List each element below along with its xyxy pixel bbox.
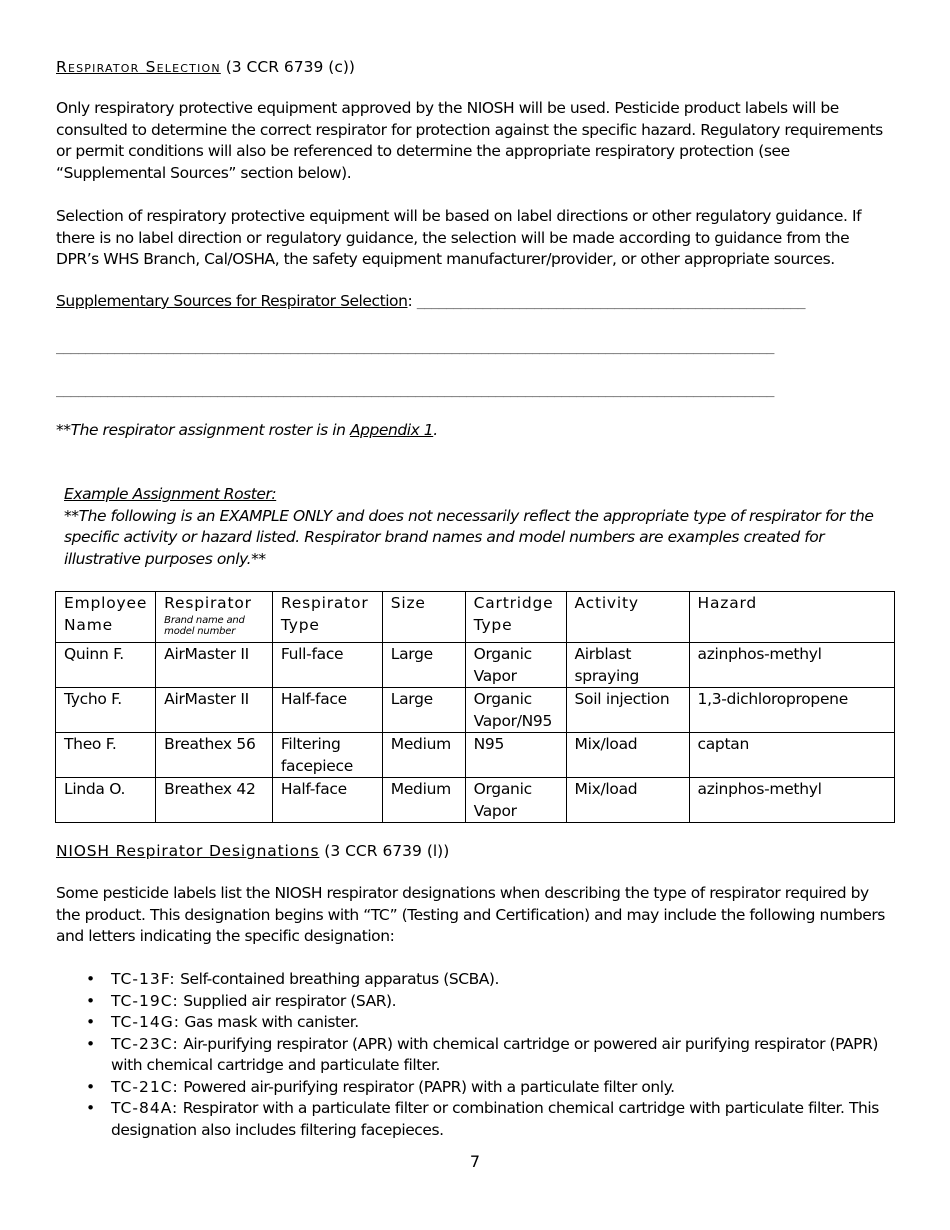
bullet: • [86,1099,95,1117]
table-row [56,643,895,688]
cell-respirator: AirMaster II [156,688,273,733]
page-number: 7 [469,1152,481,1171]
designation-code: TC-21C: [111,1077,179,1096]
example-roster-title: Example Assignment Roster: [64,485,277,503]
cell-respirator: AirMaster II [156,643,273,688]
niosh-designation-list [56,969,891,1141]
cell-cartridge: N95 [465,733,566,778]
cell-activity: Mix/load [566,733,689,778]
table-header-row [56,592,895,643]
cell-size: Large [382,688,465,733]
designation-code: TC-13F: [111,970,176,988]
table-row [56,778,895,823]
cell-employee: Tycho F. [56,688,156,733]
header-respirator [156,592,273,643]
bullet: • [86,991,95,1010]
cell-hazard: azinphos-methyl [689,778,894,823]
cell-employee: Quinn F. [56,643,156,688]
example-roster-block [64,484,886,570]
niosh-paragraph: Some pesticide labels list the NIOSH respirator designations when describing the type of respirator required by the product. This designation begins with “TC” (Testing and Certification) and may include the following numbers and letters indicating the specific designation: [56,884,885,945]
cell-cartridge: Organic Vapor [465,778,566,823]
cell-type: Half-face [272,778,382,823]
cell-cartridge: Organic Vapor [465,643,566,688]
header-size: Size [382,592,465,643]
niosh-designations-reg: (3 CCR 6739 (l)) [319,842,450,860]
niosh-designations-heading [56,841,449,862]
supplementary-sources-label: Supplementary Sources for Respirator Selection [56,292,408,310]
designation-desc: Air-purifying respirator (APR) with chemical cartridge or powered air purifying respirator (PAPR) with chemical cartridge and particulate filter. [111,1034,878,1074]
cell-size: Medium [382,733,465,778]
list-item [56,1098,891,1141]
designation-code: TC-84A: [111,1099,179,1117]
respirator-selection-title: Respirator Selection [56,58,221,76]
bullet: • [86,1077,95,1096]
cell-respirator: Breathex 56 [156,733,273,778]
cell-hazard: 1,3-dichloropropene [689,688,894,733]
cell-type: Full-face [272,643,382,688]
list-item [56,969,891,991]
bullet: • [86,970,95,988]
supplementary-sources-blank-2[interactable]: __________________________________________________________________________________________________ [56,340,775,355]
appendix-1-link[interactable]: Appendix 1 [349,421,434,439]
cell-type: Filtering facepiece [272,733,382,778]
supplementary-sources-colon: : [407,292,417,310]
assignment-roster-table [55,591,895,823]
supplementary-sources-blank-3[interactable]: __________________________________________________________________________________________________ [56,383,775,398]
header-respirator-type: Respirator Type [272,592,382,643]
cell-hazard: azinphos-methyl [689,643,894,688]
designation-code: TC-14G: [111,1013,180,1031]
cell-type: Half-face [272,688,382,733]
header-hazard: Hazard [689,592,894,643]
cell-employee: Theo F. [56,733,156,778]
roster-note [56,420,438,442]
roster-note-text: **The respirator assignment roster is in [56,421,350,439]
supplementary-sources-blank-1[interactable]: _____________________________________________________ [416,295,806,310]
designation-desc: Supplied air respirator (SAR). [178,991,397,1010]
list-item [56,1077,891,1099]
cell-employee: Linda O. [56,778,156,823]
header-cartridge-type: Cartridge Type [465,592,566,643]
respirator-selection-paragraph-2: Selection of respiratory protective equipment will be based on label directions or other regulatory guidance. If there is no label direction or regulatory guidance, the selection will be made according to guidance from the DPR’s WHS Branch, Cal/OSHA, the safety equipment manufacturer/provider, or other appropriate sources. [56,207,862,268]
header-activity: Activity [566,592,689,643]
bullet: • [86,1013,95,1031]
cell-cartridge: Organic Vapor/N95 [465,688,566,733]
header-employee-name: Employee Name [56,592,156,643]
list-item [56,1012,891,1034]
table-row [56,688,895,733]
example-roster-disclaimer: **The following is an EXAMPLE ONLY and does not necessarily reflect the appropriate type of respirator for the specific activity or hazard listed. Respirator brand names and model numbers are examples created for illustrative purposes only.** [64,506,874,568]
cell-respirator: Breathex 42 [156,778,273,823]
list-item [56,991,891,1013]
designation-desc: Powered air-purifying respirator (PAPR) with a particulate filter only. [178,1077,675,1096]
cell-activity: Soil injection [566,688,689,733]
list-item [56,1034,891,1077]
table-row [56,733,895,778]
cell-size: Medium [382,778,465,823]
cell-activity: Airblast spraying [566,643,689,688]
respirator-selection-paragraph-1: Only respiratory protective equipment approved by the NIOSH will be used. Pesticide product labels will be consulted to determine the correct respirator for protection against the specific hazard. Regulatory requirements or permit conditions will also be referenced to determine the appropriate respiratory protection (see “Supplemental Sources” section below). [56,99,883,182]
respirator-selection-heading [56,57,355,78]
respirator-selection-reg: (3 CCR 6739 (c)) [220,58,355,76]
niosh-designations-title: NIOSH Respirator Designations [56,842,320,860]
header-respirator-sub: Brand name and model number [164,614,245,637]
designation-desc: Gas mask with canister. [179,1013,359,1031]
cell-activity: Mix/load [566,778,689,823]
designation-desc: Respirator with a particulate filter or combination chemical cartridge with particulate filter. This designation also includes filtering facepieces. [111,1099,879,1139]
bullet: • [86,1034,95,1053]
roster-note-period: . [433,421,438,439]
supplementary-sources-line [56,291,896,314]
header-respirator-label: Respirator [164,594,252,612]
cell-size: Large [382,643,465,688]
designation-code: TC-23C: [111,1034,179,1053]
designation-desc: Self-contained breathing apparatus (SCBA). [175,970,500,988]
designation-code: TC-19C: [111,991,179,1010]
cell-hazard: captan [689,733,894,778]
